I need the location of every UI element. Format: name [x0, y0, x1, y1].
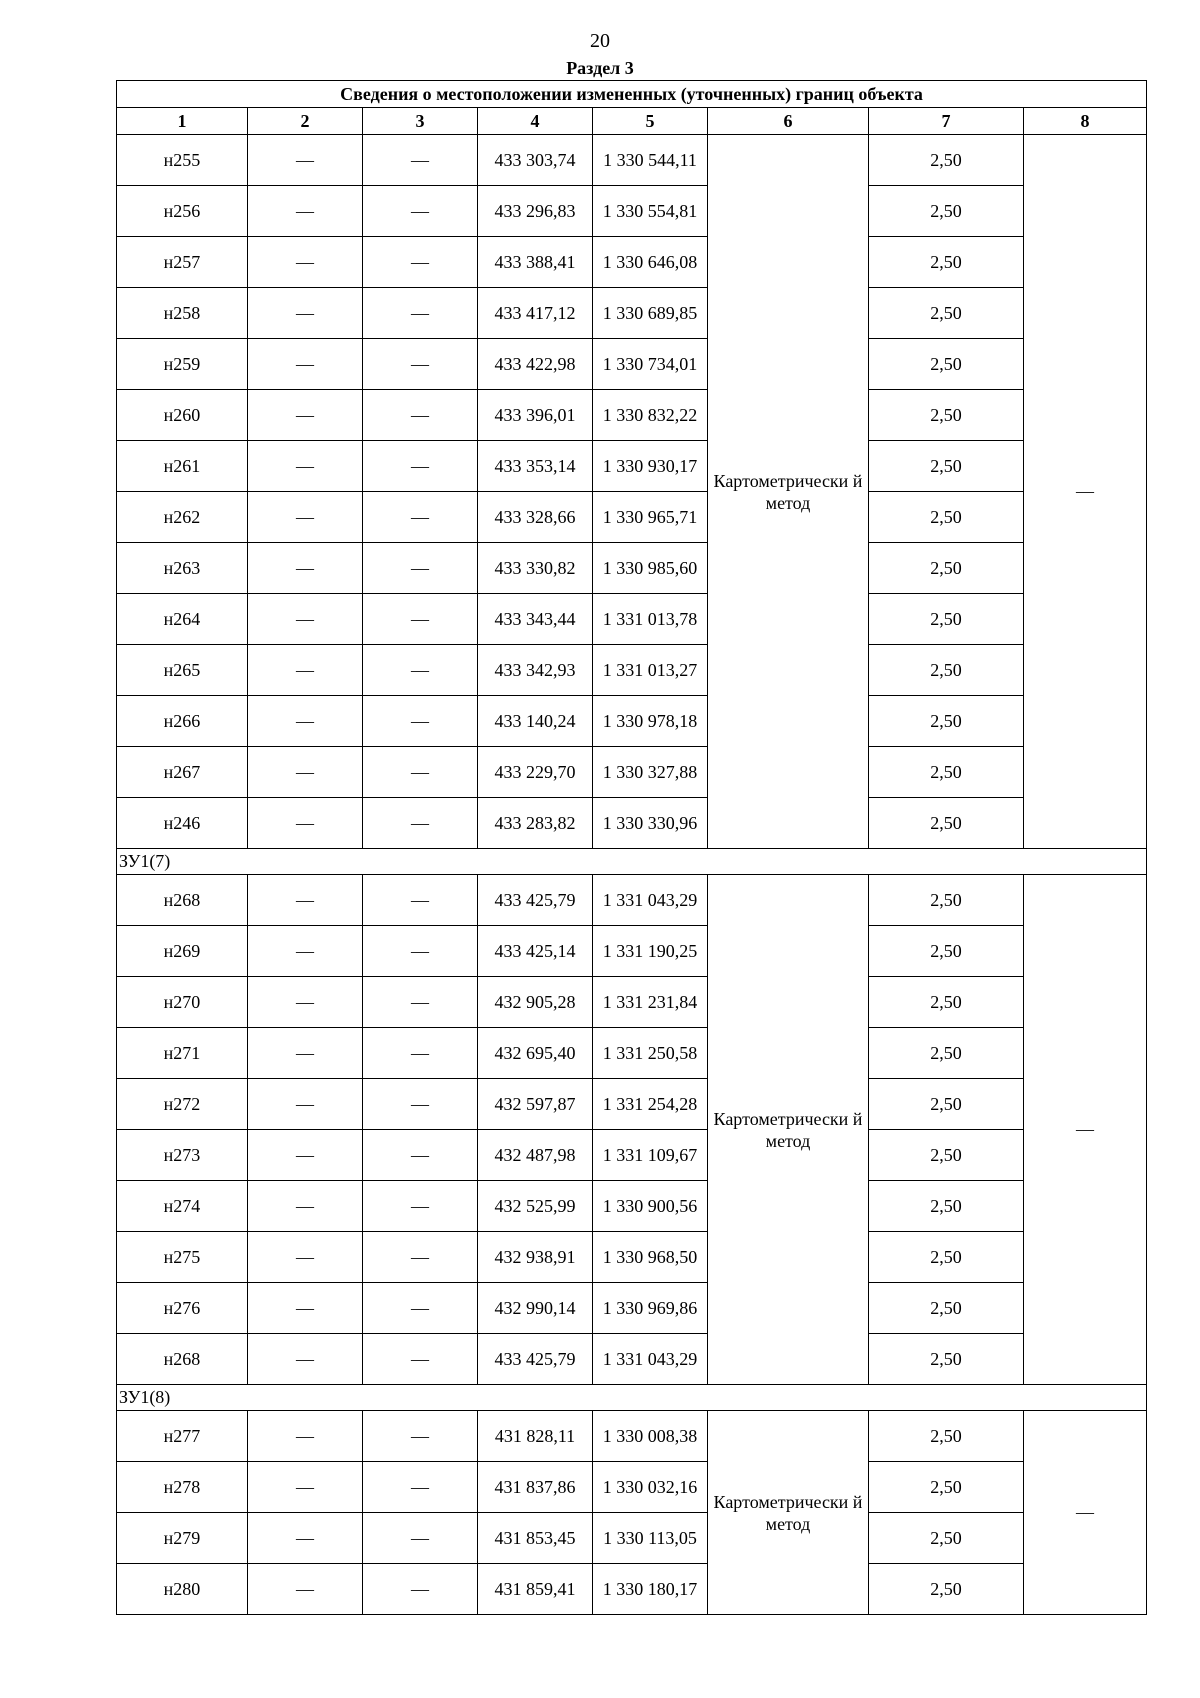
- x-coordinate-cell: 433 328,66: [478, 492, 593, 543]
- col2-cell: —: [248, 1130, 363, 1181]
- y-coordinate-cell: 1 331 109,67: [593, 1130, 708, 1181]
- col3-cell: —: [363, 186, 478, 237]
- col2-cell: —: [248, 1079, 363, 1130]
- col2-cell: —: [248, 186, 363, 237]
- x-coordinate-cell: 433 229,70: [478, 747, 593, 798]
- col3-cell: —: [363, 1283, 478, 1334]
- table-row: [117, 696, 1147, 747]
- x-coordinate-cell: 432 905,28: [478, 977, 593, 1028]
- point-cell: н258: [117, 288, 248, 339]
- column-number: 8: [1024, 108, 1147, 135]
- table-row: [117, 798, 1147, 849]
- table-row: [117, 747, 1147, 798]
- table-row: [117, 1334, 1147, 1385]
- point-cell: н268: [117, 875, 248, 926]
- col2-cell: —: [248, 977, 363, 1028]
- accuracy-cell: 2,50: [869, 977, 1024, 1028]
- table-row: [117, 390, 1147, 441]
- point-cell: н264: [117, 594, 248, 645]
- y-coordinate-cell: 1 330 900,56: [593, 1181, 708, 1232]
- col8-cell: —: [1024, 1411, 1147, 1615]
- table-row: [117, 926, 1147, 977]
- col3-cell: —: [363, 288, 478, 339]
- x-coordinate-cell: 431 837,86: [478, 1462, 593, 1513]
- accuracy-cell: 2,50: [869, 135, 1024, 186]
- column-number: 5: [593, 108, 708, 135]
- x-coordinate-cell: 433 342,93: [478, 645, 593, 696]
- table-row: [117, 492, 1147, 543]
- point-cell: н260: [117, 390, 248, 441]
- page-number: 20: [590, 30, 610, 52]
- section-title: Раздел 3: [566, 58, 634, 78]
- x-coordinate-cell: 432 525,99: [478, 1181, 593, 1232]
- x-coordinate-cell: 433 353,14: [478, 441, 593, 492]
- col3-cell: —: [363, 1130, 478, 1181]
- col2-cell: —: [248, 390, 363, 441]
- group-label: ЗУ1(8): [117, 1385, 1147, 1411]
- table-row: [117, 1028, 1147, 1079]
- y-coordinate-cell: 1 331 190,25: [593, 926, 708, 977]
- point-cell: н277: [117, 1411, 248, 1462]
- point-cell: н275: [117, 1232, 248, 1283]
- boundary-coordinates-table: [116, 80, 1147, 1615]
- x-coordinate-cell: 431 828,11: [478, 1411, 593, 1462]
- table-row: [117, 1232, 1147, 1283]
- point-cell: н272: [117, 1079, 248, 1130]
- table-row: [117, 1411, 1147, 1462]
- point-cell: н261: [117, 441, 248, 492]
- point-cell: н259: [117, 339, 248, 390]
- y-coordinate-cell: 1 330 968,50: [593, 1232, 708, 1283]
- column-number-row: [117, 108, 1147, 135]
- col3-cell: —: [363, 696, 478, 747]
- y-coordinate-cell: 1 330 180,17: [593, 1564, 708, 1615]
- point-cell: н266: [117, 696, 248, 747]
- col3-cell: —: [363, 339, 478, 390]
- x-coordinate-cell: 433 330,82: [478, 543, 593, 594]
- x-coordinate-cell: 432 990,14: [478, 1283, 593, 1334]
- table-row: [117, 1513, 1147, 1564]
- accuracy-cell: 2,50: [869, 1334, 1024, 1385]
- accuracy-cell: 2,50: [869, 390, 1024, 441]
- col2-cell: —: [248, 492, 363, 543]
- x-coordinate-cell: 433 343,44: [478, 594, 593, 645]
- col2-cell: —: [248, 926, 363, 977]
- table-row: [117, 645, 1147, 696]
- col2-cell: —: [248, 543, 363, 594]
- y-coordinate-cell: 1 330 969,86: [593, 1283, 708, 1334]
- col3-cell: —: [363, 441, 478, 492]
- accuracy-cell: 2,50: [869, 492, 1024, 543]
- point-cell: н273: [117, 1130, 248, 1181]
- column-number: 4: [478, 108, 593, 135]
- y-coordinate-cell: 1 330 832,22: [593, 390, 708, 441]
- accuracy-cell: 2,50: [869, 237, 1024, 288]
- x-coordinate-cell: 433 303,74: [478, 135, 593, 186]
- point-cell: н246: [117, 798, 248, 849]
- point-cell: н265: [117, 645, 248, 696]
- method-cell: Картометрически й метод: [708, 135, 869, 849]
- table-caption: Сведения о местоположении измененных (уточненных) границ объекта: [117, 81, 1147, 108]
- y-coordinate-cell: 1 330 930,17: [593, 441, 708, 492]
- point-cell: н279: [117, 1513, 248, 1564]
- point-cell: н263: [117, 543, 248, 594]
- col3-cell: —: [363, 594, 478, 645]
- col2-cell: —: [248, 339, 363, 390]
- x-coordinate-cell: 433 388,41: [478, 237, 593, 288]
- point-cell: н255: [117, 135, 248, 186]
- col3-cell: —: [363, 798, 478, 849]
- y-coordinate-cell: 1 331 043,29: [593, 1334, 708, 1385]
- accuracy-cell: 2,50: [869, 441, 1024, 492]
- table-row: [117, 186, 1147, 237]
- accuracy-cell: 2,50: [869, 339, 1024, 390]
- y-coordinate-cell: 1 331 250,58: [593, 1028, 708, 1079]
- col3-cell: —: [363, 1232, 478, 1283]
- col8-cell: —: [1024, 135, 1147, 849]
- col2-cell: —: [248, 1232, 363, 1283]
- col2-cell: —: [248, 1564, 363, 1615]
- y-coordinate-cell: 1 331 043,29: [593, 875, 708, 926]
- x-coordinate-cell: 433 140,24: [478, 696, 593, 747]
- point-cell: н274: [117, 1181, 248, 1232]
- accuracy-cell: 2,50: [869, 1181, 1024, 1232]
- x-coordinate-cell: 433 425,79: [478, 875, 593, 926]
- y-coordinate-cell: 1 330 978,18: [593, 696, 708, 747]
- accuracy-cell: 2,50: [869, 1130, 1024, 1181]
- accuracy-cell: 2,50: [869, 1564, 1024, 1615]
- col2-cell: —: [248, 1283, 363, 1334]
- accuracy-cell: 2,50: [869, 747, 1024, 798]
- col3-cell: —: [363, 1028, 478, 1079]
- col3-cell: —: [363, 977, 478, 1028]
- col3-cell: —: [363, 1513, 478, 1564]
- accuracy-cell: 2,50: [869, 543, 1024, 594]
- y-coordinate-cell: 1 331 231,84: [593, 977, 708, 1028]
- col3-cell: —: [363, 1411, 478, 1462]
- y-coordinate-cell: 1 330 008,38: [593, 1411, 708, 1462]
- point-cell: н269: [117, 926, 248, 977]
- col2-cell: —: [248, 696, 363, 747]
- accuracy-cell: 2,50: [869, 1079, 1024, 1130]
- table-row: [117, 1283, 1147, 1334]
- column-number: 1: [117, 108, 248, 135]
- table-row: [117, 1130, 1147, 1181]
- x-coordinate-cell: 433 396,01: [478, 390, 593, 441]
- col2-cell: —: [248, 875, 363, 926]
- y-coordinate-cell: 1 331 013,27: [593, 645, 708, 696]
- col3-cell: —: [363, 1181, 478, 1232]
- col2-cell: —: [248, 1513, 363, 1564]
- point-cell: н268: [117, 1334, 248, 1385]
- table-row: [117, 875, 1147, 926]
- col2-cell: —: [248, 645, 363, 696]
- col2-cell: —: [248, 1462, 363, 1513]
- point-cell: н271: [117, 1028, 248, 1079]
- x-coordinate-cell: 431 859,41: [478, 1564, 593, 1615]
- y-coordinate-cell: 1 330 032,16: [593, 1462, 708, 1513]
- col3-cell: —: [363, 1462, 478, 1513]
- point-cell: н280: [117, 1564, 248, 1615]
- col2-cell: —: [248, 1181, 363, 1232]
- y-coordinate-cell: 1 331 013,78: [593, 594, 708, 645]
- table-row: [117, 977, 1147, 1028]
- method-cell: Картометрически й метод: [708, 875, 869, 1385]
- accuracy-cell: 2,50: [869, 1462, 1024, 1513]
- accuracy-cell: 2,50: [869, 696, 1024, 747]
- accuracy-cell: 2,50: [869, 926, 1024, 977]
- col2-cell: —: [248, 798, 363, 849]
- table-row: [117, 288, 1147, 339]
- accuracy-cell: 2,50: [869, 1283, 1024, 1334]
- x-coordinate-cell: 432 938,91: [478, 1232, 593, 1283]
- accuracy-cell: 2,50: [869, 288, 1024, 339]
- point-cell: н267: [117, 747, 248, 798]
- point-cell: н278: [117, 1462, 248, 1513]
- accuracy-cell: 2,50: [869, 875, 1024, 926]
- col2-cell: —: [248, 135, 363, 186]
- col2-cell: —: [248, 594, 363, 645]
- x-coordinate-cell: 432 597,87: [478, 1079, 593, 1130]
- table-row: [117, 1462, 1147, 1513]
- x-coordinate-cell: 433 417,12: [478, 288, 593, 339]
- table-row: [117, 543, 1147, 594]
- accuracy-cell: 2,50: [869, 798, 1024, 849]
- group-header-row: [117, 1385, 1147, 1411]
- col3-cell: —: [363, 875, 478, 926]
- col2-cell: —: [248, 1411, 363, 1462]
- table-body: [117, 135, 1147, 1615]
- point-cell: н256: [117, 186, 248, 237]
- point-cell: н270: [117, 977, 248, 1028]
- col3-cell: —: [363, 926, 478, 977]
- col3-cell: —: [363, 1079, 478, 1130]
- col3-cell: —: [363, 135, 478, 186]
- x-coordinate-cell: 433 283,82: [478, 798, 593, 849]
- accuracy-cell: 2,50: [869, 186, 1024, 237]
- y-coordinate-cell: 1 330 734,01: [593, 339, 708, 390]
- col3-cell: —: [363, 747, 478, 798]
- x-coordinate-cell: 431 853,45: [478, 1513, 593, 1564]
- y-coordinate-cell: 1 330 330,96: [593, 798, 708, 849]
- col8-cell: —: [1024, 875, 1147, 1385]
- col2-cell: —: [248, 237, 363, 288]
- table-row: [117, 135, 1147, 186]
- accuracy-cell: 2,50: [869, 1411, 1024, 1462]
- table-row: [117, 1181, 1147, 1232]
- table-row: [117, 339, 1147, 390]
- column-number: 7: [869, 108, 1024, 135]
- y-coordinate-cell: 1 330 544,11: [593, 135, 708, 186]
- col3-cell: —: [363, 1334, 478, 1385]
- table-row: [117, 237, 1147, 288]
- col2-cell: —: [248, 441, 363, 492]
- y-coordinate-cell: 1 330 113,05: [593, 1513, 708, 1564]
- column-number: 3: [363, 108, 478, 135]
- x-coordinate-cell: 433 296,83: [478, 186, 593, 237]
- table-row: [117, 1564, 1147, 1615]
- col3-cell: —: [363, 237, 478, 288]
- x-coordinate-cell: 433 425,79: [478, 1334, 593, 1385]
- col3-cell: —: [363, 492, 478, 543]
- accuracy-cell: 2,50: [869, 1513, 1024, 1564]
- col2-cell: —: [248, 288, 363, 339]
- point-cell: н257: [117, 237, 248, 288]
- x-coordinate-cell: 432 695,40: [478, 1028, 593, 1079]
- col3-cell: —: [363, 1564, 478, 1615]
- point-cell: н276: [117, 1283, 248, 1334]
- accuracy-cell: 2,50: [869, 645, 1024, 696]
- y-coordinate-cell: 1 330 985,60: [593, 543, 708, 594]
- column-number: 2: [248, 108, 363, 135]
- col3-cell: —: [363, 645, 478, 696]
- y-coordinate-cell: 1 330 327,88: [593, 747, 708, 798]
- y-coordinate-cell: 1 330 689,85: [593, 288, 708, 339]
- method-cell: Картометрически й метод: [708, 1411, 869, 1615]
- x-coordinate-cell: 433 425,14: [478, 926, 593, 977]
- y-coordinate-cell: 1 330 646,08: [593, 237, 708, 288]
- col3-cell: —: [363, 390, 478, 441]
- table-row: [117, 441, 1147, 492]
- y-coordinate-cell: 1 330 965,71: [593, 492, 708, 543]
- x-coordinate-cell: 433 422,98: [478, 339, 593, 390]
- accuracy-cell: 2,50: [869, 1232, 1024, 1283]
- group-label: ЗУ1(7): [117, 849, 1147, 875]
- accuracy-cell: 2,50: [869, 594, 1024, 645]
- col2-cell: —: [248, 1028, 363, 1079]
- y-coordinate-cell: 1 330 554,81: [593, 186, 708, 237]
- col2-cell: —: [248, 1334, 363, 1385]
- col3-cell: —: [363, 543, 478, 594]
- x-coordinate-cell: 432 487,98: [478, 1130, 593, 1181]
- column-number: 6: [708, 108, 869, 135]
- col2-cell: —: [248, 747, 363, 798]
- point-cell: н262: [117, 492, 248, 543]
- accuracy-cell: 2,50: [869, 1028, 1024, 1079]
- y-coordinate-cell: 1 331 254,28: [593, 1079, 708, 1130]
- table-row: [117, 1079, 1147, 1130]
- table-row: [117, 594, 1147, 645]
- group-header-row: [117, 849, 1147, 875]
